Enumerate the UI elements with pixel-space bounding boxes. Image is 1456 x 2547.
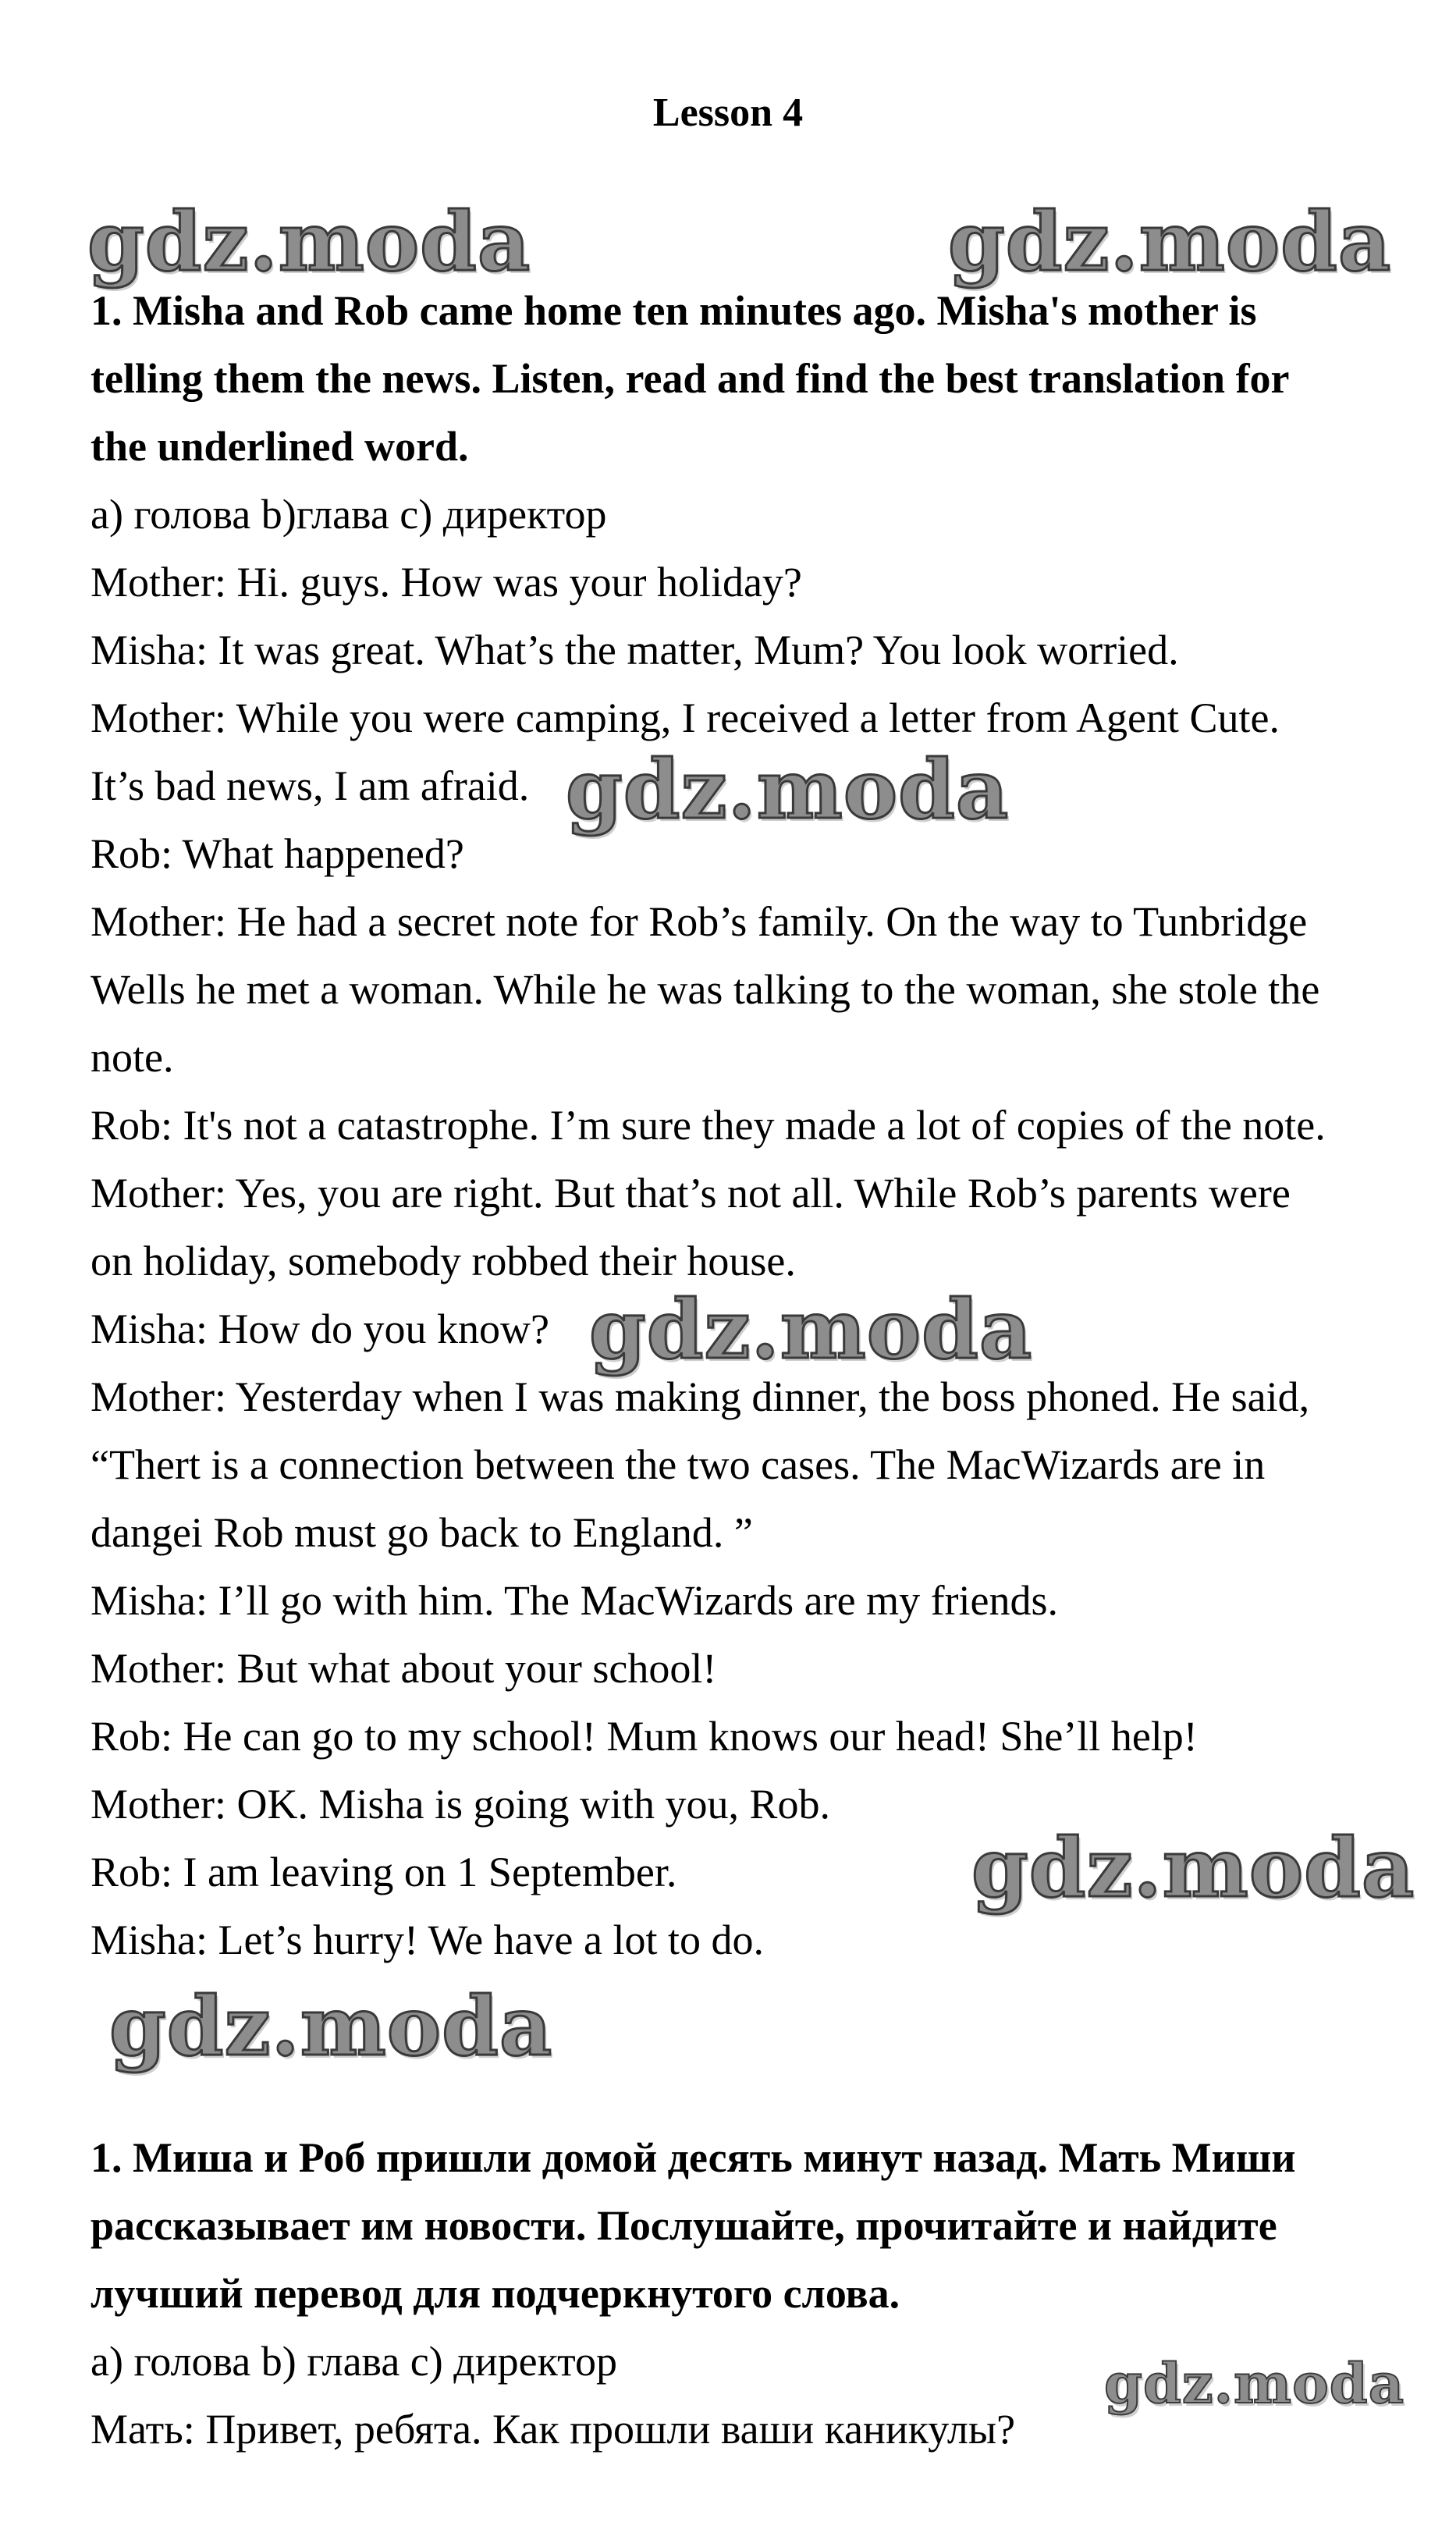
dialogue-line: Mother: Yesterday when I was making dinner, the boss phoned. He said, xyxy=(91,1373,1310,1420)
dialogue-line: Rob: It's not a catastrophe. I’m sure they made a lot of copies of the note. xyxy=(91,1102,1326,1149)
dialogue-line: “Thert is a connection between the two cases. The MacWizards are in xyxy=(91,1441,1266,1488)
dialogue-line: Wells he met a woman. While he was talking to the woman, she stole the xyxy=(91,966,1320,1013)
dialogue-line: Rob: I am leaving on 1 September. xyxy=(91,1849,677,1895)
dialogue-line: Mother: While you were camping, I received a letter from Agent Cute. xyxy=(91,694,1280,741)
dialogue-line: Mother: He had a secret note for Rob’s family. On the way to Tunbridge xyxy=(91,898,1308,945)
dialogue-line: on holiday, somebody robbed their house. xyxy=(91,1238,796,1284)
task-heading-line: 1. Миша и Роб пришли домой десять минут назад. Мать Миши xyxy=(91,2134,1296,2181)
dialogue-line: Mother: But what about your school! xyxy=(91,1645,717,1692)
answer-options: а) голова b) глава c) директор xyxy=(91,2338,617,2385)
task-heading-line: the underlined word. xyxy=(91,423,469,470)
page-title: Lesson 4 xyxy=(652,91,804,135)
dialogue-line: Misha: Let’s hurry! We have a lot to do. xyxy=(91,1916,764,1963)
dialogue-line: It’s bad news, I am afraid. xyxy=(91,762,530,809)
dialogue-line: Misha: How do you know? xyxy=(91,1305,549,1352)
dialogue-line: dangei Rob must go back to England. ” xyxy=(91,1509,753,1556)
watermark-logo: gdz.moda xyxy=(1104,2351,1405,2416)
watermark-logo: gdz.moda xyxy=(109,1978,553,2074)
task-heading-line: 1. Misha and Rob came home ten minutes ago. Misha's mother is xyxy=(91,287,1257,334)
dialogue-line: Mother: Hi. guys. How was your holiday? xyxy=(91,559,802,606)
watermark-logo: gdz.moda xyxy=(87,194,531,290)
task-heading-line: рассказывает им новости. Послушайте, прочитайте и найдите xyxy=(91,2202,1277,2249)
watermark-logo: gdz.moda xyxy=(589,1281,1033,1377)
dialogue-line: Rob: He can go to my school! Mum knows our head! She’ll help! xyxy=(91,1713,1198,1760)
answer-options: a) голова b)глава c) директор xyxy=(91,491,607,538)
dialogue-line: Мать: Привет, ребята. Как прошли ваши каникулы? xyxy=(91,2406,1016,2453)
dialogue-line: note. xyxy=(91,1034,174,1081)
task-heading-line: telling them the news. Listen, read and find the best translation for xyxy=(91,355,1290,402)
watermark-logo: gdz.moda xyxy=(971,1820,1415,1916)
dialogue-line: Mother: OK. Misha is going with you, Rob. xyxy=(91,1781,831,1828)
dialogue-line: Misha: It was great. What’s the matter, Mum? You look worried. xyxy=(91,627,1179,673)
dialogue-line: Misha: I’ll go with him. The MacWizards are my friends. xyxy=(91,1577,1059,1624)
watermark-logo: gdz.moda xyxy=(948,194,1392,290)
watermark-logo: gdz.moda xyxy=(566,741,1010,837)
task-heading-line: лучший перевод для подчеркнутого слова. xyxy=(91,2270,900,2317)
dialogue-line: Mother: Yes, you are right. But that’s not all. While Rob’s parents were xyxy=(91,1170,1291,1217)
dialogue-line: Rob: What happened? xyxy=(91,830,464,877)
